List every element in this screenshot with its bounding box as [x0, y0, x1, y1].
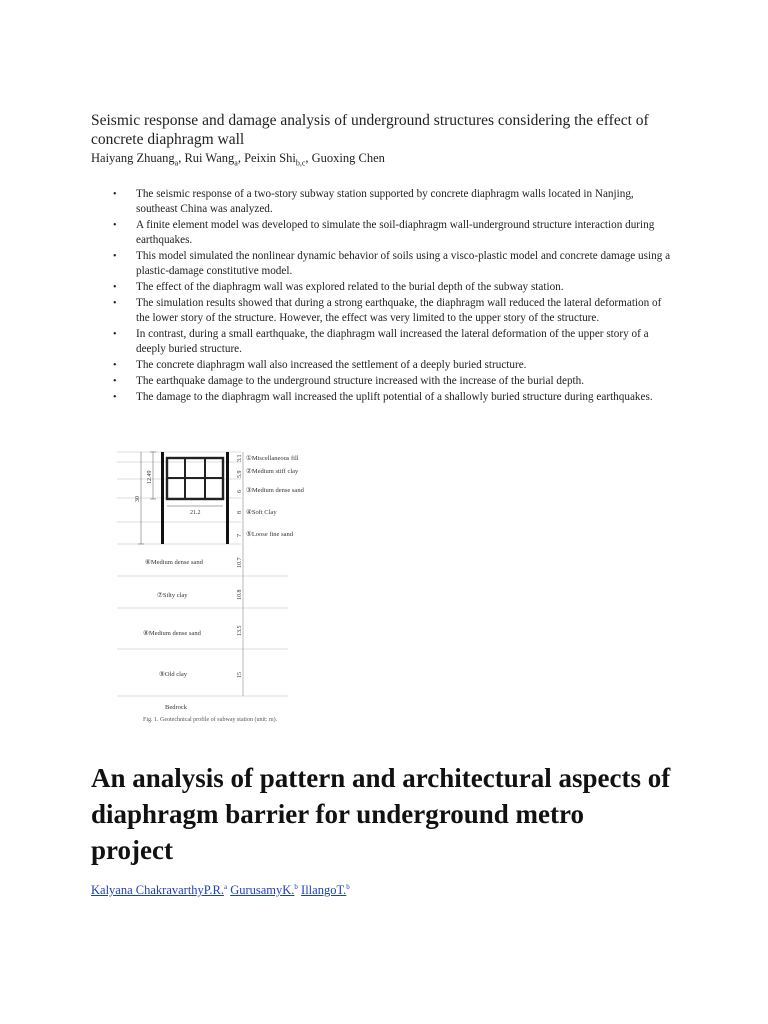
section-heading: An analysis of pattern and architectural aspects of diaphragm barrier for underground metro project: [91, 763, 671, 865]
station-width-label: 21.2: [190, 510, 201, 516]
author-3: Peixin Shi$_{b,c}$: [244, 151, 306, 168]
layer-label: ②Medium stiff clay: [246, 468, 299, 475]
author-link-2[interactable]: GurusamyK.: [230, 883, 295, 898]
layer-label: ⑧Medium dense sand: [143, 630, 201, 637]
svg-text:3.1: 3.1: [237, 454, 243, 462]
bullet-icon: •: [113, 282, 117, 293]
author-1: Haiyang Zhuang$_a$: [91, 151, 179, 168]
article-title: Seismic response and damage analysis of underground structures considering the effect of concrete diaphragm wall: [91, 112, 649, 148]
figure-caption: Fig. 1. Geotechnical profile of subway station (unit: m).: [143, 717, 278, 723]
svg-text:10.7: 10.7: [237, 557, 243, 568]
author-2: Rui Wang$_a$: [184, 151, 238, 168]
article-authors-links: [91, 880, 671, 898]
bullet-icon: •: [113, 376, 117, 387]
author-link-3[interactable]: IllangoT.: [301, 883, 347, 898]
svg-text:6: 6: [237, 490, 243, 493]
list-item: • The damage to the diaphragm wall increased the uplift potential of a shallowly buried structure during earthquakes.: [113, 391, 653, 403]
bullet-icon: •: [113, 189, 117, 200]
list-item: • A finite element model was developed to simulate the soil-diaphragm wall-underground structure interaction during earthquakes.: [113, 219, 655, 246]
dimension-labels: [113, 448, 313, 716]
layer-label: ①Miscellaneous fill: [246, 455, 299, 462]
geotechnical-profile-figure: [113, 448, 313, 733]
bedrock-label: Bedrock: [165, 704, 188, 711]
layer-label: ⑥Medium dense sand: [145, 559, 203, 566]
layer-label: ⑦Silty clay: [157, 592, 188, 599]
bullet-icon: •: [113, 298, 117, 309]
wall-depth-label: 30: [135, 496, 141, 502]
list-item: • The effect of the diaphragm wall was explored related to the burial depth of the subway station.: [113, 281, 564, 293]
station-height-label: 12.49: [147, 470, 153, 484]
bullet-icon: •: [113, 251, 117, 262]
svg-text:7: 7: [237, 534, 243, 537]
layer-label: ③Medium dense sand: [246, 487, 304, 494]
highlights-list: [91, 187, 671, 406]
author-link-1[interactable]: Kalyana ChakravarthyP.R.: [91, 883, 224, 898]
affiliation-mark[interactable]: a: [223, 883, 228, 891]
list-item: • In contrast, during a small earthquake, the diaphragm wall increased the lateral deformation of the upper story of a deeply buried structure.: [113, 328, 649, 355]
bullet-icon: •: [113, 392, 117, 403]
svg-text:5.9: 5.9: [237, 470, 243, 478]
layer-label: ⑨Old clay: [159, 671, 188, 678]
affiliation-mark[interactable]: b: [346, 883, 350, 891]
author-4: Guoxing Chen: [311, 151, 385, 165]
svg-text:15: 15: [237, 672, 243, 678]
list-item: • The simulation results showed that during a strong earthquake, the diaphragm wall reduced the lateral deformation of the lower story of the structure. However, the effect was very limited to the upper story of the structure.: [113, 297, 662, 324]
svg-text:13.5: 13.5: [237, 625, 243, 636]
list-item: • This model simulated the nonlinear dynamic behavior of soils using a visco-plastic model and concrete damage using a plastic-damage constitutive model.: [113, 250, 671, 277]
bullet-icon: •: [113, 329, 117, 340]
layer-label: ④Soft Clay: [246, 509, 277, 516]
layer-label: ⑤Loose fine sand: [246, 531, 293, 538]
list-item: • The concrete diaphragm wall also increased the settlement of a deeply buried structure.: [113, 359, 527, 371]
list-item: • The earthquake damage to the underground structure increased with the increase of the burial depth.: [113, 375, 585, 387]
svg-text:10.8: 10.8: [237, 589, 243, 600]
bullet-icon: •: [113, 360, 117, 371]
affiliation-mark[interactable]: b: [294, 883, 298, 891]
bullet-icon: •: [113, 220, 117, 231]
list-item: • The seismic response of a two-story subway station supported by concrete diaphragm walls located in Nanjing, southeast China was analyzed.: [113, 188, 634, 215]
svg-text:8: 8: [237, 511, 243, 514]
article-authors: Haiyang Zhuang$_a$, Rui Wang$_a$, Peixin Shi$_{b,c}$, Guoxing Chen: [91, 151, 385, 168]
